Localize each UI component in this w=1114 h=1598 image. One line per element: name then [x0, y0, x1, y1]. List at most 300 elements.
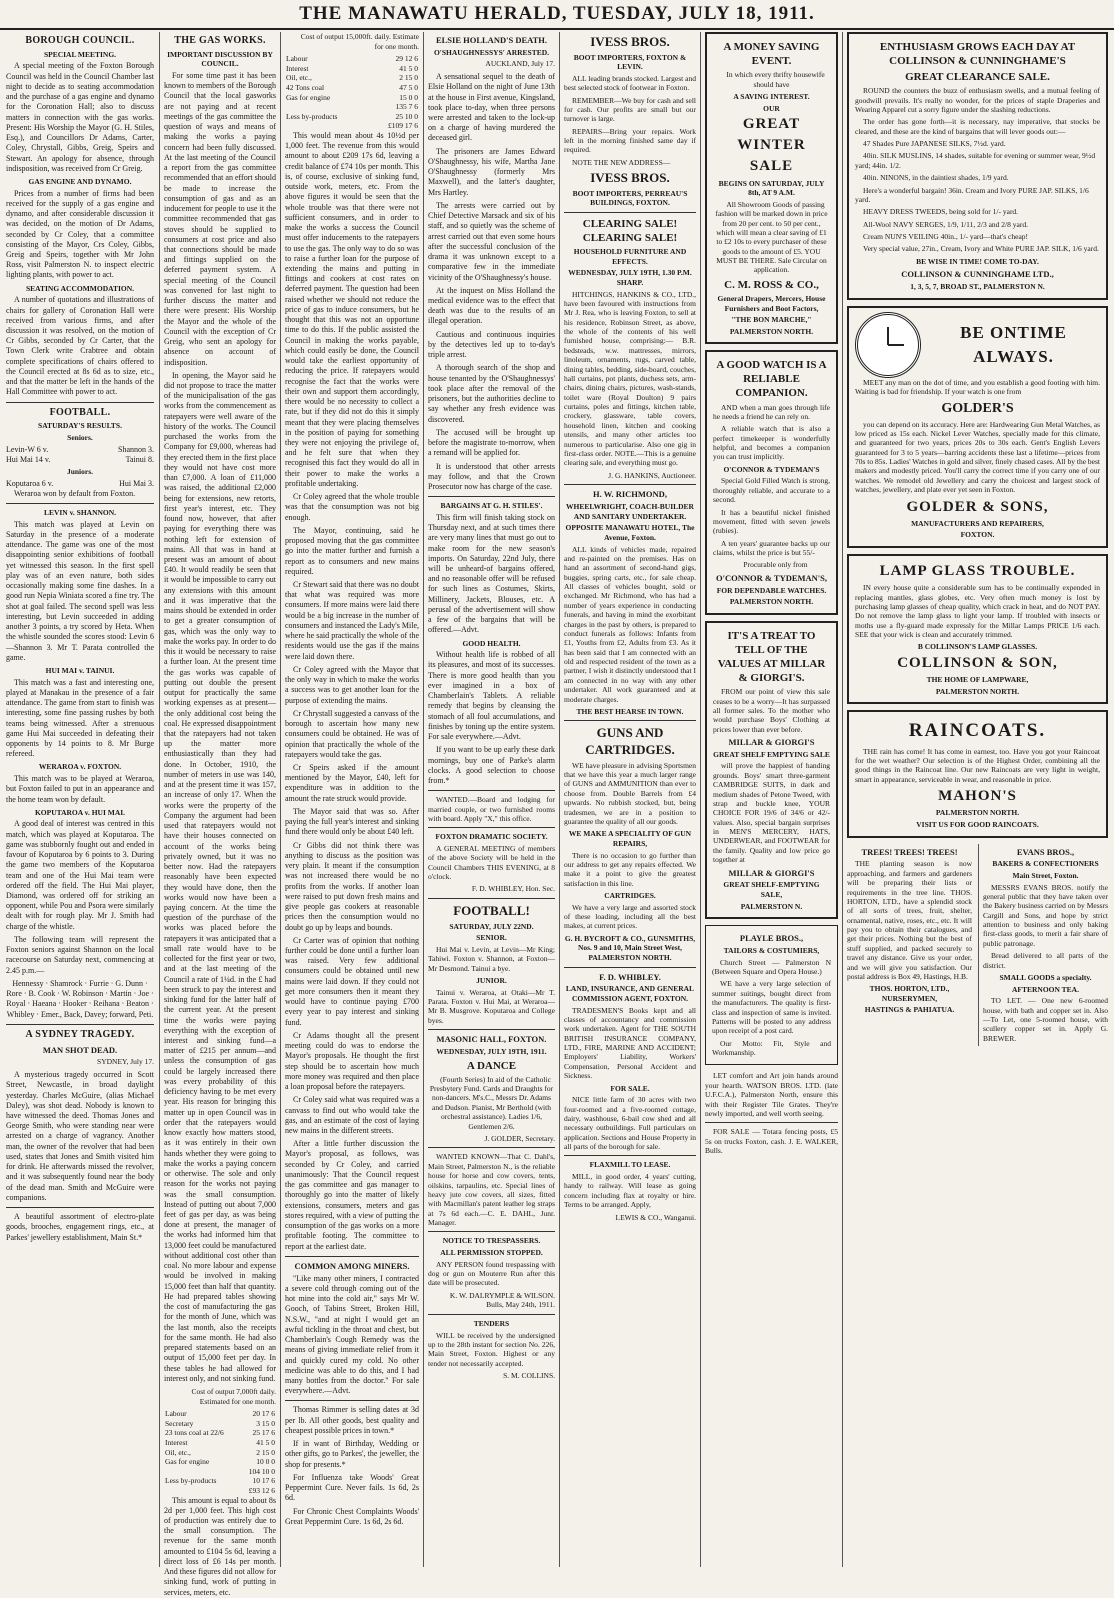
table-row: [285, 93, 419, 103]
classified-ad: WANTED.—Board and lodging for married couple, or two furnished rooms with board. Apply "X," this office.: [428, 795, 555, 823]
article-paragraph: A number of quotations and illustrations of chairs for gallery of Coronation Hall were received from various firms, and after discussion it was resolved, on the motion of Cr Gibbs, seconded by Cr Carter, that the Town Clerk write Crabtree and obtain complete specifications of chairs offered to the Council erected at 8s 6d as to size, etc., and that the matter be left in the hands of the Hall Committee with power to act.: [6, 295, 154, 397]
article-paragraph: A mysterious tragedy occurred in Scott Street, Newcastle, in broad daylight yesterday. Charles McGuire, (alias Michael Daley), was shot dead. Nobody is known to have witnessed the deed. Thomas Jones and George Smith, who were standing near were arrested on a charge of vagrancy. Another man, the owner of the revolver that had been used, states that Jones and Smith visited him for drink. He afterwards missed the revolver, and it was subsequently found near the body of the dead man. Smith and McGuire were companions.: [6, 1070, 154, 1202]
ad-subtitle: JUNIOR.: [476, 976, 507, 985]
ad-subtitle: GREAT SHELF EMPTYING SALE: [713, 749, 830, 759]
ad-signature: J. G. HANKINS, Auctioneer.: [608, 470, 696, 480]
column-2: [164, 32, 276, 1597]
ad-body: Bread delivered to all parts of the district.: [983, 951, 1108, 970]
divider: [428, 1231, 555, 1232]
ad-body: REMEMBER—We buy for cash and sell for cash. Our profits are small but our turnover is large.: [564, 95, 696, 124]
ad-body: IN every house quite a considerable sum has to be continually expended in replacing mantles, glass globes, etc. Very often much money is lost by purchasing lamp glasses of cheap quality, which crack in heat, and do NOT PAY. Do not remove the lamp glass to light your lamp. If troubled with insects or moths use a fly-guard made expressly for the Millar Lamps PRICE 1/6 each. SEE that your wick is clean and accurately trimmed.: [855, 583, 1100, 640]
article-paragraph: The accused will be brought up before the magistrate to-morrow, when a remand will be applied for.: [428, 427, 555, 458]
ad-body: ANY PERSON found trespassing with dog or gun on Mouterre Run after this date will be prosecuted.: [428, 1259, 555, 1288]
ad-title: NOTICE TO TRESPASSERS.: [442, 1236, 541, 1246]
article-paragraph: At the inquest on Miss Holland the medical evidence was to the effect that death was due to the results of an illegal operation.: [428, 285, 555, 326]
article-paragraph: A good deal of interest was centred in this match, which was played at Koputaroa. The game was stubbornly fought out and ended in favour of Koputaroa by 6 points to 3. During the game two members of the Koputaroa team and one of the Hui Mai team were ordered off the field. The Hui Mai player, Diamond, was ordered off for striking an opponent, while Pou and Psora were similarly dealt with for rough play. Mr J. Smith had charge of the whistle.: [6, 819, 154, 931]
ad-body: Church Street — Palmerston N (Between Square and Opera House.): [712, 957, 831, 977]
ad-title: CLEARING SALE! CLEARING SALE!: [582, 218, 678, 245]
ad-body: It has a beautiful nickel finished movement, fitted with seven jewels (rubies).: [713, 507, 830, 536]
divider: [428, 496, 555, 497]
table-cell-amount: £109 17 6: [388, 121, 418, 131]
ad-body: Procurable only from: [743, 560, 808, 570]
article-paragraph: For some time past it has been known to members of the Borough Council that the local gasworks are not paying and at recent meetings of the gas committee the question of ways and means of making the works a paying concern had been fully discussed. At the last meeting of the Council a report from the gas committee recommended that an effort should be made to increase the consumption of gas and as an inducement for people to use it the committee recommended that gas stoves should be supplied to consumers at cost price and also that connections should be made and fittings supplied on the deferred payment system. A special meeting of the Council was convened for last night to further discuss the matter and there were present: His Worship the Mayor and the whole of the Council with the exception of Cr Greig, who sent an apology for absence on account of indisposition.: [164, 70, 276, 367]
article-paragraph: "Like many other miners, I contracted a severe cold through coming out of the hot mine into the cold air," says Mr W. Gooch, of Tabins Street, Broken Hill, N.S.W., "and at night I would get an awful tickling in the throat and chest, but Chamberlain's Cough Remedy was the means of giving immediate relief from it and quickly cured my cold. No other medicine was able to do this, and I had many bottles from the doctor." For sale everywhere.—Advt.: [285, 1273, 419, 1396]
ad-title: PLAYLE BROS.,: [739, 933, 804, 944]
section-heading: GAS ENGINE AND DYNAMO.: [28, 176, 132, 186]
team-score: Levin-W 6 v.: [6, 444, 49, 454]
ad-body: MESSRS EVANS BROS. notify the general public that they have taken over the Bakery business carried on by Messrs Cargill and Sons, and hope by strict attention to business and only baking first-class goods, to merit a fair share of public patronage.: [983, 882, 1108, 948]
table-row: [164, 1467, 276, 1477]
article-paragraph: The arrests were carried out by Chief Detective Marsack and six of his staff, and so quietly was the scheme of arrest carried out that even some hours after the successful conclusion of the drama it was unknown except to a comparative few in the immediate vicinity of the O'Shaughnessy's house.: [428, 200, 555, 282]
table-cell-label: Oil, etc.,: [165, 1447, 191, 1457]
ad-subtitle: PALMERSTON N.: [740, 901, 803, 911]
table-caption: Cost of output 15,000ft. daily. Estimate for one month.: [300, 32, 419, 51]
ad-title: FOXTON DRAMATIC SOCIETY.: [435, 832, 548, 842]
divider: [428, 898, 555, 899]
column-5: [564, 32, 696, 1567]
table-cell-label: Interest: [165, 1437, 188, 1447]
section-heading: WERAROA v. FOXTON.: [38, 762, 122, 772]
bargain-item: Cream NUN'S VEILING 40in., 1/- yard—that's cheap!: [863, 232, 1029, 242]
table-cell-amount: 20 17 6: [252, 1409, 275, 1419]
ad-signature: G. H. BYCROFT & CO., GUNSMITHS, Nos. 9 and 10, Main Street West, PALMERSTON NORTH.: [564, 933, 696, 962]
results-group: Seniors.: [67, 433, 93, 442]
ad-subtitle: AFTERNOON TEA.: [1012, 984, 1079, 994]
bottom-ads: [847, 844, 1108, 1047]
ad-subtitle: B COLLINSON'S LAMP GLASSES.: [917, 642, 1038, 652]
article-paragraph: Cr Coley agreed that the whole trouble was that the consumption was not big enough.: [285, 492, 419, 522]
ad-title: IT'S A TREAT TO TELL OF THE VALUES AT MILLAR & GIORGI'S.: [717, 629, 826, 685]
ad-subtitle: "THE BON MARCHE,": [731, 315, 812, 325]
article-title: THE GAS WORKS.: [174, 35, 266, 46]
team-score: Koputaroa 6 v.: [6, 478, 54, 488]
ad-body: TRADESMEN'S Books kept and all classes of accountancy and commission work undertaken. Agent for THE SOUTH BRITISH INSURANCE COMPANY, LTD., FIRE, MARINE AND ACCIDENT; Employers' Liability, Workers' Compensation, Personal Accident and Sickness.: [564, 1005, 696, 1081]
ad-signature: C. M. ROSS & CO.,: [724, 278, 819, 291]
article-title: BARGAINS AT G. H. STILES'.: [440, 501, 543, 511]
ad-subtitle: A SAVING INTEREST.: [733, 91, 810, 101]
table-cell-label: Less by-products: [286, 111, 338, 121]
article-paragraph: This amount is equal to about 8s 2d per 1,000 feet. This high cost of production was entirely due to the small consumption. The revenue for the same month amounted to £104 5s 6d, leaving a direct loss of £6 14s per month. And these figures did not allow for sinking fund, work of putting in services, meters, etc.: [164, 1495, 276, 1597]
ad-body: AND when a man goes through life he needs a friend he can rely on.: [713, 402, 830, 421]
ad-signature: J. GOLDER, Secretary.: [484, 1133, 555, 1143]
table-cell-amount: 25 17 6: [252, 1428, 275, 1438]
article-title: BOROUGH COUNCIL.: [25, 35, 135, 46]
ad-signature: MILLAR & GIORGI'S: [728, 867, 815, 878]
table-row: [164, 1486, 276, 1496]
column-rule: [842, 32, 843, 1567]
article-paragraph: Cr Speirs asked if the amount mentioned by the Mayor, £40, left for expenditure was in addition to the amount the rate struck would provide.: [285, 763, 419, 803]
ad-subtitle: SENIOR.: [476, 933, 507, 943]
results-group: Juniors.: [66, 467, 94, 477]
article-paragraph: If in want of Birthday, Wedding or other gifts, go to Parkes', the jeweller, the shop for presents.*: [285, 1439, 419, 1469]
article-paragraph: A beautiful assortment of electro-plate goods, brooches, engagement rings, etc., at Parkes' jewellery establishment, Main St.*: [6, 1212, 154, 1242]
ad-body: We have a very large and assorted stock of these loading, including all the best makes, at current prices.: [564, 902, 696, 931]
column-3: [285, 32, 419, 1567]
table-cell-amount: 29 12 6: [395, 54, 418, 64]
ad-subtitle: BOOT IMPORTERS, PERREAU'S BUILDINGS, FOXTON.: [572, 188, 688, 208]
table-row: [285, 83, 419, 93]
table-row: [285, 112, 419, 122]
divider: [6, 1207, 154, 1208]
table-cell-label: 42 Tons coal: [286, 82, 325, 92]
table-cell-label: [164, 1486, 240, 1496]
ad-subtitle: Main Street, Foxton.: [1012, 871, 1079, 881]
article-paragraph: The following team will represent the Foxton seniors against Shannon on the local racecourse on Saturday next, commencing at 2.45 p.m.—: [6, 934, 154, 975]
ad-subtitle: MILLAR & GIORGI'S: [728, 737, 815, 747]
table-row: [285, 64, 419, 74]
article-subtitle: SATURDAY'S RESULTS.: [38, 421, 122, 431]
golder-advert: [847, 306, 1108, 548]
classified-ad: FOR SALE — Totara fencing posts, £5 5s on trucks Foxton, cash. J. E. WALKER, Bulls.: [705, 1127, 838, 1156]
article-subtitle: MAN SHOT DEAD.: [42, 1044, 118, 1055]
ad-title: FOOTBALL!: [453, 903, 530, 919]
article-paragraph: After a little further discussion the Mayor's proposal, as follows, was seconded by Cr Coley, and carried unanimously: That the Council request the gas committee and gas manager to thoroughly go into the matter of likely extensions, consumers, meters and gas stores required, with a view of putting the consumption of the gas works on a more profitable footing. The committee to report at the earliest date.: [285, 1139, 419, 1251]
article-paragraph: The prisoners are James Edward O'Shaughnessy, his wife, Martha Jane O'Shaughnessy (formerly Mrs Maxwell), and the latter's daughter, Mrs Hartley.: [428, 146, 555, 197]
table-cell-amount: 15 0 0: [399, 92, 418, 102]
ad-subtitle: OUR: [763, 103, 780, 113]
article-paragraph: Cr Coley said what was required was a canvass to find out who would take the gas, and an estimate of the cost of laying new mains in the different streets.: [285, 1095, 419, 1135]
divider: [428, 1147, 555, 1148]
table-row: [164, 1457, 276, 1467]
ad-body: you can depend on its accuracy. Here are: Hardwearing Gun Metal Watches, as low priced as 15s each. Nickel Lever Watches, specially made for this climate, and guaranteed for two years, prices 20s to 30s each. Gent's English Levers guaranteed for 3 to 5 years—barring accidents these last a lifetime—prices from 70s to 85s. Ladies' Watches in gold and silver, finely chased cases. All by the best makers and modestly priced. You'll carry the correct time if you carry one of our watches. We remodel old Jewellery and carry the choicest and largest stock of watches, jewellery, and plate ever yet seen in Foxton.: [855, 419, 1101, 495]
table-cell-label: Oil, etc.,: [286, 73, 312, 83]
ad-title: GREAT CLEARANCE SALE.: [905, 71, 1050, 84]
divider: [285, 1400, 419, 1401]
ad-subtitle: FOXTON.: [960, 530, 995, 540]
ad-body: WE have pleasure in advising Sportsmen that we have this year a much larger range of GUNS and AMMUNITION than ever to choose from. Double Barrels from £4 upwards. No rubbish stocked, but, being tradesmen, we are in a position to guarantee the quality of all our goods.: [564, 760, 696, 826]
ad-subtitle: THE HOME OF LAMPWARE,: [926, 675, 1029, 685]
ad-brand: GOLDER'S: [941, 400, 1014, 416]
ad-headline: WINTER: [737, 137, 806, 154]
article-subtitle: O'SHAUGHNESSYS' ARRESTED.: [433, 47, 550, 57]
ad-body: Hui Mai v. Levin, at Levin—Mr King; Tahiwi. Foxton v. Shannon, at Foxton—Mr Desmond. Tainui a bye.: [428, 944, 555, 973]
column-7: [847, 32, 1108, 1567]
ad-title: TENDERS: [473, 1318, 510, 1328]
ad-title: TREES! TREES! TREES!: [861, 846, 958, 857]
ad-subtitle: General Drapers, Mercers, House Furnishers and Boot Factors,: [717, 293, 826, 313]
divider: [428, 1314, 555, 1315]
ad-subtitle: WE MAKE A SPECIALITY OF GUN REPAIRS,: [568, 829, 692, 848]
ad-subtitle: BAKERS & CONFECTIONERS: [992, 859, 1099, 869]
article-paragraph: This firm will finish taking stock on Thursday next, and at such times there are very many lines that must go out to make room for the new season's imports. On Saturday, 22nd July, there will be unheard-of bargains offered, and no reasonable offer will be refused for such lines as Costumes, Skirts, Millinery, Jackets, Blouses, etc. A perusal of the advertisement will show a few of the bargains that will be offered.—Advt.: [428, 512, 555, 635]
ad-signature: COLLINSON & SON,: [897, 654, 1058, 671]
article-paragraph: It is understood that other arrests may follow, and that the Crown Prosecutor now has charge of the case.: [428, 461, 555, 491]
bargain-item: 40in. SILK MUSLINS, 14 shades, suitable for evening or summer wear, 9½d yard; 44in. 1/2.: [855, 151, 1096, 170]
bargain-item: HEAVY DRESS TWEEDS, being sold for 1/- yard.: [863, 207, 1019, 217]
ad-subtitle: CARTRIDGES.: [604, 891, 656, 901]
ad-body: NICE little farm of 30 acres with two four-roomed and a five-roomed cottage, dairy, washhouse, 6-bail cow shed and all necessary outbuildings. Full particulars on application. Sections and House Property in all parts of the borough for sale.: [564, 1095, 696, 1152]
table-row: [164, 1476, 276, 1486]
ad-body: ALL kinds of vehicles made, repaired and re-painted on the premises. Has on hand an assortment of second-hand gigs, buggies, spring carts, etc., for sale cheap. All classes of vehicles bought, sold or exchanged. Mr Richmond, who has had a number of years experience in conducting funerals, and having in mind the exorbitant charges in the past by others, is prepared to conduct funerals as follows: Infants from £1, Youths from £2, Adults from £3. As it has been said that I am connected with an old and respected resident of the town as a partner, I wish it distinctly understood that I am connected in no way with any other undertaker. All work guaranteed and at moderate charges.: [564, 544, 696, 704]
ad-subtitle: THE BEST HEARSE IN TOWN.: [576, 706, 684, 716]
raincoats-advert: [847, 710, 1108, 837]
ad-signature: O'CONNOR & TYDEMAN'S,: [715, 572, 828, 583]
divider: [6, 402, 154, 403]
table-row: [285, 54, 419, 64]
divider: [564, 1155, 696, 1156]
table-cell-amount: 25 10 0: [395, 111, 418, 121]
ad-subtitle: FOR DEPENDABLE WATCHES.: [716, 585, 827, 595]
ad-title: F. D. WHIBLEY.: [599, 971, 661, 982]
ad-subtitle: BEGINS ON SATURDAY, JULY 8th, AT 9 A.M.: [718, 178, 825, 198]
divider: [564, 967, 696, 968]
table-cell-label: [285, 121, 369, 131]
article-title: GOOD HEALTH.: [462, 638, 521, 648]
table-cell-amount: 2 15 0: [399, 73, 418, 83]
ad-signature: S. M. COLLINS.: [503, 1371, 555, 1381]
ad-body: A reliable watch that is also a perfect timekeeper is wonderfully helpful, and becomes a companion you can trust implicitly.: [713, 424, 830, 462]
ad-headline: A DANCE: [466, 1059, 517, 1072]
table-cell-label: Gas for engine: [165, 1457, 210, 1467]
article-paragraph: The Mayor said that was so. After paying the full year's interest and sinking fund there would only be about £40 left.: [285, 806, 419, 837]
article-paragraph: Cr Coley agreed with the Mayor that the only way in which to make the works a success was to get another loan for the purpose of extending the mains.: [285, 664, 419, 705]
ad-subtitle: BOOT IMPORTERS, FOXTON & LEVIN.: [573, 52, 687, 72]
ad-title: IVESS BROS.: [590, 34, 670, 49]
ad-title: LAMP GLASS TROUBLE.: [879, 562, 1076, 579]
column-1: [6, 32, 154, 1567]
table-cell-label: Labour: [286, 54, 308, 64]
article-title: A SYDNEY TRAGEDY.: [25, 1028, 135, 1040]
table-row: [285, 102, 419, 112]
ad-subtitle: ALL PERMISSION STOPPED.: [440, 1248, 543, 1258]
ad-title: RAINCOATS.: [908, 720, 1047, 742]
column-rule: [700, 32, 701, 1567]
article-paragraph: A thorough search of the shop and house tenanted by the O'Shaughnessys' took place after the removal of the prisoners, but the authorities decline to say whether any fresh evidence was discovered.: [428, 363, 555, 424]
ad-signature: LEWIS & CO., Wanganui.: [615, 1212, 696, 1222]
divider: [564, 212, 696, 213]
ad-body: ROUND the counters the buzz of enthusiasm swells, and a mutual feeling of goodwill prevails. It's really no wonder, for the prices of staple Draperies and Wearing Apparel cut a sorry figure under the slashing reductions.: [855, 86, 1100, 114]
ad-subtitle: O'CONNOR & TYDEMAN'S: [723, 464, 820, 474]
article-title: ELSIE HOLLAND'S DEATH.: [435, 35, 548, 45]
article-paragraph: Cr Adams thought all the present meeting could do was to endorse the Mayor's proposals. He thought the first step should be to ascertain how much more money was required and then place a loan proposal before the ratepayers.: [285, 1030, 419, 1092]
ad-body: Tainui v. Weraroa, at Otaki—Mr T. Parata. Foxton v. Hui Mai, at Weraroa—Mr B. Musgrove. Koputaroa and College byes.: [428, 987, 555, 1025]
classified-ad: WANTED KNOWN—That C. Dahl's, Main Street, Palmerston N., is the reliable house for horse and cow covers, tents, oilskins, tarpaulins, etc. Special lines of heavy jute cow covers, all sizes, fitted with Macmillan's patent leather leg straps at 7s 6d each.—C. E. DAHL, Junr. Manager.: [428, 1152, 555, 1228]
section-heading: HUI MAI v. TAINUI.: [45, 666, 115, 675]
article-paragraph: A sensational sequel to the death of Elsie Holland on the night of June 13th at the house in First avenue, Kingsland, took place to-day, when three persons were arrested and taken to the lock-up on a charge of having murdered the deceased girl.: [428, 72, 555, 143]
dateline: AUCKLAND, July 17.: [485, 59, 555, 69]
ad-body: The order has gone forth—it is necessary, nay imperative, that stocks be cleared, and these are the kind of bargains that will lever goods out:—: [855, 117, 1100, 136]
ad-body: MEET any man on the dot of time, and you establish a good footing with him. Waiting is bad for friendship. If your watch is one from: [855, 377, 1100, 397]
ad-subtitle: FOR SALE.: [610, 1083, 650, 1093]
table-cell-amount: 3 15 0: [256, 1418, 275, 1428]
ad-headline: SALE: [749, 158, 794, 175]
collinson-cunninghame-advert: [847, 32, 1108, 300]
article-paragraph: The Mayor, continuing, said he proposed moving that the gas committee go into the matter further and furnish a report as to consumers and new mains required.: [285, 525, 419, 576]
masthead: THE MANAWATU HERALD, TUESDAY, JULY 18, 1911.: [0, 0, 1114, 30]
ad-title: ALWAYS.: [973, 346, 1054, 366]
ad-body: In which every thrifty housewife should have: [726, 70, 825, 89]
evans-advert: [978, 844, 1108, 1047]
article-paragraph: This would mean about 4s 10½d per 1,000 feet. The revenue from this would amount to about £209 17s 6d, leaving a credit balance of £74 10s per month. This is, of course, exclusive of sinking fund, outside work, meters, etc. From the above figures it would be seen that the whole trouble was that there were not sufficient consumers, and in order to make the works a success the Council must offer inducements to the ratepayers to use the gas. The only way to do so was to raise a further loan for the purpose of extending the mains and putting in fittings and cookers at cost rates on deferred payment. The question had been raised whether we should not reduce the price of gas to induce consumers, but he thought that this was not an opportune time to do this. If the public assisted the Council in making the works payable, which could easily be done, the Council would take the earliest opportunity of reducing the price. If ratepayers would recognise the fact that the works were their own and support them accordingly, there would be no necessity to collect a rate, but if they did not do this it simply meant that they were placing themselves in the position of paying for something they were not enjoying the privilege of, and he felt sure that when they recognised this fact they would do all in their power to make the works a profitable undertaking.: [285, 130, 419, 488]
article-paragraph: If you want to be up early these dark mornings, buy one of Parke's alarm clocks. A good selection to choose from.*: [428, 745, 555, 786]
column-rule: [423, 32, 424, 1567]
ad-title: MASONIC HALL, FOXTON.: [436, 1034, 547, 1045]
ad-subtitle: TAILORS & COSTUMIERS,: [723, 946, 820, 956]
ad-body: WILL be received by the undersigned up to the 28th instant for section No. 226, Main Street, Foxton. Highest or any tender not necessarily accepted.: [428, 1330, 555, 1368]
table-caption: Cost of output 7,000ft daily. Estimated for one month.: [191, 1386, 276, 1406]
cost-table: [285, 54, 419, 131]
ad-signature: F. D. WHIBLEY, Hon. Sec.: [471, 884, 555, 894]
divider: [705, 1122, 838, 1123]
ad-subtitle: SATURDAY, JULY 22ND.: [449, 921, 534, 931]
trees-advert: [847, 844, 972, 1047]
divider: [6, 1024, 154, 1025]
article-paragraph: Prices from a number of firms had been received for the supply of a gas engine and dynamo, and after considerable discussion it was decided, on the motion of Dr Adams, seconded by Cr Coley, that a committee consisting of the Mayor, Crs Coley, Gibbs, Greig and Speirs, together with Mr John Ross, visit Palmerston N. to inspect electric lighting plants, with power to act.: [6, 188, 154, 280]
article-subtitle: IMPORTANT DISCUSSION BY COUNCIL.: [167, 49, 273, 69]
ad-subtitle: WHEELWRIGHT, COACH-BUILDER AND SANITARY UNDERTAKER.: [566, 502, 694, 521]
ad-subtitle: VISIT US FOR GOOD RAINCOATS.: [916, 819, 1039, 829]
ad-body: MILL, in good order, 4 years' cutting, handy to railway. Will lease as going concern including flax at royalty or hire. Terms to be arranged. Apply,: [564, 1172, 696, 1210]
table-cell-label: [285, 102, 369, 112]
ad-subtitle: PALMERSTON NORTH.: [729, 326, 814, 336]
table-cell-amount: 2 15 0: [256, 1447, 275, 1457]
table-row: [285, 121, 419, 131]
article-paragraph: Cr Carter was of opinion that nothing further could be done until a further loan was raised. Very few additional consumers could be obtained until new mains were laid down. If they could not get more consumers then it meant they would have to continue paying £700 every year to pay interest and sinking fund.: [285, 935, 419, 1027]
ad-body: FROM our point of view this sale ceases to be a worry—It has surpassed all former sales. To the mother who would purchase Boys' Clothing at prices lower than ever before.: [713, 687, 830, 734]
ad-title: H. W. RICHMOND,: [593, 489, 667, 500]
article-paragraph: Without health life is robbed of all its pleasures, and most of its successes. There is more good health than you ever imagined in a box of Chamberlain's Tablets. A reliable remedy that begins by cleansing the stomach of all foul accumulations, and finishes by toning up the entire system. For sale everywhere.—Advt.: [428, 650, 555, 742]
table-cell-amount: £93 12 6: [248, 1485, 275, 1495]
team-score: Tainui 8.: [125, 454, 154, 464]
ad-body: Special Gold Filled Watch is strong, thoroughly reliable, and accurate to a second.: [713, 476, 830, 505]
ad-title: A GOOD WATCH IS A RELIABLE COMPANION.: [716, 359, 827, 400]
table-cell-label: Labour: [165, 1409, 187, 1419]
ad-body: Our Motto: Fit, Style and Workmanship.: [712, 1038, 831, 1058]
table-row: [164, 1419, 276, 1429]
article-paragraph: Cautious and continuous inquiries by the detectives led up to to-day's triple arrest.: [428, 329, 555, 360]
column-rule: [159, 32, 160, 1567]
team-score: Hui Mai 14 v.: [6, 454, 51, 464]
ad-headline: GREAT: [742, 116, 801, 133]
ad-body: A ten years' guarantee backs up our claims, whilst the price is but 55/-: [713, 538, 830, 557]
divider: [428, 790, 555, 791]
ad-title: EVANS BROS.,: [1016, 846, 1075, 857]
section-heading: LEVIN v. SHANNON.: [43, 508, 117, 518]
ad-subtitle: 1, 3, 5, 7, BROAD ST., PALMERSTON N.: [910, 282, 1045, 292]
article-title: FOOTBALL.: [49, 406, 111, 418]
lamp-glass-advert: [847, 554, 1108, 704]
column-4: [428, 32, 555, 1567]
article-paragraph: Cr Gibbs did not think there was anything to discuss as the position was very plain. It meant if the consumption was not increased there would be no profits from the works. If another loan were raised to put down fresh mains and give people gas cookers at reasonable prices then the consumption would no doubt go up by leaps and bounds.: [285, 840, 419, 932]
bargain-item: Here's a wonderful bargain! 36in. Cream and Ivory PURE JAP. SILKS, 1/6 yard.: [855, 185, 1089, 204]
ad-title: A MONEY SAVING EVENT.: [723, 41, 820, 68]
ad-body: All Showroom Goods of passing fashion will be marked down in price from 20 per cent. to 50 per cent., which will mean a clear saving of £1 to £2 10s to every purchaser of these goods to the amount of £5. YOU MUST BE THERE. Sale Circular on application.: [715, 199, 828, 275]
cost-table: [164, 1409, 276, 1495]
table-row: [164, 1448, 276, 1458]
column-6: [705, 32, 838, 1567]
team-list: Hennessy · Shamrock · Furrie · G. Dunn · Rore · B. Cook · W. Robinson · Martin · Joe · Royal · Haeana · Hooker · Reihana · Beaton · Whibley · Emer., Back, Davey; forward, Peti.: [6, 978, 154, 1019]
ad-title: BE ONTIME: [960, 323, 1067, 343]
ad-body: NOTE THE NEW ADDRESS—: [572, 157, 671, 167]
ad-subtitle: MANUFACTURERS AND REPAIRERS,: [911, 518, 1044, 528]
column-rule: [280, 32, 281, 1567]
article-paragraph: This match was to be played at Weraroa, but Foxton failed to put in an appearance and the home team won by default.: [6, 774, 154, 804]
ad-subtitle: SMALL GOODS a specialty.: [999, 972, 1092, 982]
ad-signature: THOS. HORTON, LTD., NURSERYMEN,: [869, 984, 950, 1003]
watch-advert: [705, 350, 838, 615]
table-row: [164, 1438, 276, 1448]
bargain-list: [855, 139, 1100, 254]
ad-body: THE planting season is now approaching, and farmers and gardeners will be preparing their lists or requirements in the tree line. THOS. HORTON, LTD., have a splendid stock of all sorts of trees, fruit, shelter, ornamental, native, roses, etc., etc. It will pay you to obtain their catalogues, and get their prices. Nothing but the best of stuff supplied, and packed securely to travel any distance. Give us your order, and we will give you satisfaction. Our postal address is Box 49, Hastings, H.B.: [847, 859, 972, 981]
ad-body: ALL leading brands stocked. Largest and best selected stock of footwear in Foxton.: [564, 73, 696, 93]
ad-signature: MAHON'S: [938, 788, 1017, 805]
section-heading: SEATING ACCOMMODATION.: [25, 283, 135, 293]
ad-signature: GOLDER & SONS,: [906, 498, 1049, 515]
article-title: COMMON AMONG MINERS.: [294, 1260, 410, 1271]
article-subtitle: SPECIAL MEETING.: [43, 49, 117, 59]
article-paragraph: Thomas Rimmer is selling dates at 3d per lb. All other goods, best quality and cheapest possible prices in town.*: [285, 1405, 419, 1435]
divider: [285, 1256, 419, 1257]
table-cell-label: Interest: [286, 63, 309, 73]
ad-subtitle: HOUSEHOLD FURNITURE AND EFFECTS.: [573, 247, 687, 266]
ad-subtitle: BE WISE IN TIME! COME TO-DAY.: [916, 256, 1039, 266]
ad-subtitle: PALMERSTON NORTH.: [729, 597, 814, 607]
ad-title: ENTHUSIASM GROWS EACH DAY AT COLLINSON & CUNNINGHAME'S: [879, 41, 1076, 68]
article-paragraph: Weraroa won by default from Foxton.: [14, 488, 136, 498]
ad-body: HITCHINGS, HANKINS & CO., LTD., have been favoured with instructions from Mr J. Rea, who is leaving Foxton, to sell at his residence, Robinson Street, as above, the whole of the contents of his well furnished house, comprising:— B.R. bedsteads, w.w. mattresses, mirrors, linoleum, ornaments, rugs, carved table, dining tables, bedding, side-board, couches, hall curtains, pot plants, duchess sets, arm-chairs, dining chairs, pictures, wash-stands, toilet ware (Royal Doulton) 9 pairs curtains, poles and fittings, kitchen table, crockery, glassware, table covers, household linen, kitchen and cooking utensils, and many other articles too numerous to particularise. Also one gig in first-class order. NOTE.—This is a genuine clearing sale, and everything must go.: [564, 289, 696, 468]
ad-body: There is no occasion to go further than our address to get any repairs effected. We make it a point to give the greatest satisfaction in this line.: [564, 850, 696, 888]
table-cell-label: [164, 1467, 240, 1477]
table-row: [164, 1428, 276, 1438]
table-cell-amount: 41 5 0: [399, 63, 418, 73]
divider: [6, 503, 154, 504]
table-cell-amount: 10 17 6: [252, 1476, 275, 1486]
table-cell-amount: 10 0 0: [256, 1457, 275, 1467]
article-paragraph: A special meeting of the Foxton Borough Council was held in the Council Chamber last night to decide as to seating accommodation and the purchase of a gas engine and dynamo for the Coronation Hall; also to discuss matters in connection with the gas works. Present: His Worship the Mayor (G. H. Stiles, Esq.), and Councillors Dr Adams, Carter, Coley, Chrystall, Gibbs, Greig, Speirs and Stewart. An apology for absence, through indisposition, was received from Cr Greig.: [6, 61, 154, 173]
bargain-item: 40in. NINONS, in the daintiest shades, 1/9 yard.: [863, 173, 1009, 183]
team-score: Shannon 3.: [118, 444, 154, 454]
team-score: Hui Mai 3.: [119, 478, 154, 488]
article-paragraph: Cr Stewart said that there was no doubt that what was required was more consumers. If more mains were laid there would be a big increase in the number of consumers and instanced the Lady's Mile, where he said practically the whole of the residents would use the gas if the mains were laid down there.: [285, 580, 419, 661]
ad-signature: K. W. DALRYMPLE & WILSON. Bulls, May 24th, 1911.: [449, 1290, 555, 1310]
article-paragraph: For Influenza take Woods' Great Peppermint Cure. Never fails. 1s 6d, 2s 6d.: [285, 1472, 419, 1503]
ross-advert: [705, 32, 838, 344]
ad-subtitle: LAND, INSURANCE, AND GENERAL COMMISSION AGENT, FOXTON.: [565, 984, 695, 1003]
bargain-item: Very special value, 27in., Cream, Ivory and White PURE JAP. SILK, 1/6 yard.: [863, 244, 1099, 254]
ad-title: FLAXMILL TO LEASE.: [589, 1160, 671, 1170]
ad-title: IVESS BROS.: [590, 170, 670, 186]
ad-body: THE rain has come! It has come in earnest, too. Have you got your Raincoat for the wet weather? Our selection is of the Highest Order, combining all the good things in the Raincoat line. Our new Raincoats are very light in weight, smart in appearance, serviceable in wear, and reasonable in price.: [855, 746, 1100, 784]
ad-body: A GENERAL MEETING of members of the above Society will be held in the Council Chambers THIS EVENING, at 8 o'clock.: [428, 843, 555, 882]
table-cell-label: 23 tons coal at 22/6: [165, 1428, 224, 1438]
divider: [564, 720, 696, 721]
ad-body: (Fourth Series) In aid of the Catholic Presbytery Fund. Cards and Draughts for non-dancers. M's.C., Messrs Dr. Adams and Dudson. Pianist, Mr Berthold (with orchestral assistance). Ladies 1/6, Gentlemen 2/6.: [429, 1074, 554, 1131]
article-paragraph: In opening, the Mayor said he did not propose to trace the matter of the municipalisation of the gas works from the commencement as ratepayers were well aware of the history of the works. The Council purchased the works from the Company for £9,000, whereas had they erected them in the first place they would not have cost more than £7,000. A loan of £11,000 was raised, the additional £2,000 being for extensions, new retorts, first year's interest, etc. They found now, however, that after paying for everything there was nothing left for extension of mains. All that was in hand at present was an amount of about £40. It would readily be seen that it would be impossible to carry out any extensions with this amount and it was imperative that the mains should be extended in order to get a greater consumption of gas, which was the only way to make the works pay. In order to do this it would be necessary to raise a further loan. At the present time the gas works was capable of putting out double the present output for practically the same working expenses as at present—the only additional cost being the coal. He expressed disappointment that the ratepayers had not taken up the matter more enthusiastically than they had done. In October, 1910, the number of meters in use was 140, and at the present time it was 157, an increase of only 17. When the works were the property of the Company the argument had been used that ratepayers would not have their houses connected on account of the works being privately owned, but it was no better now. Had the ratepayers reasonably have been expected they would have done, then the works would now have been a paying concern. At the time the question of the purchase of the works was placed before the ratepayers it was anticipated that a small rate would have to be collected for the first year or two, and at the last meeting of the Council a rate of 1¼d. in the £ had been struck to pay the interest and sinking fund for the latter half of the current year. At the present time the works were paying everything with the exception of interest and sinking fund—a matter of £215 per annum—and unless the consumption of gas could be largely increased there was every probability of this deficiency having to be met every year. His reason for bringing this matter up in open Council was in order that the ratepayers would know exactly how matters stood, as it was entirely in their own hands whether they were going to make the works a paying concern or otherwise. The sole and only reason for the works not paying was the small consumption. Instead of putting out about 7,000 feet of gas per day, as was being done at present, the manager of the works had informed him that 13,000 feet could be manufactured without additional cost other than coal. No more labour and expense would be involved in making 15,000 feet than half that quantity. He had prepared tables showing the cost of manufacturing the gas for the month of June, which was the last month, also the receipts for the same month. He had also prepared statements based on an output of 15,000 feet per day. In these tables he had allowed for interest only, and not sinking fund.: [164, 370, 276, 1383]
ad-subtitle: WEDNESDAY, JULY 19TH, 1911.: [436, 1046, 547, 1056]
bargain-item: 47 Shades Pure JAPANESE SILKS, 7½d. yard.: [863, 139, 1006, 149]
dateline: SYDNEY, July 17.: [97, 1057, 154, 1067]
ad-subtitle: WEDNESDAY, JULY 19TH, 1.30 P.M. SHARP.: [568, 268, 692, 287]
column-rule: [559, 32, 560, 1567]
ad-body: REPAIRS—Bring your repairs. Work left in the morning finished same day if required.: [564, 126, 696, 155]
millar-giorgi-advert: [705, 621, 838, 919]
divider: [428, 1029, 555, 1030]
classified-ad: LET comfort and Art join hands around your hearth. WATSON BROS. LTD. (late U.F.C.A.), Palmerston North, ensure this with their Register Tile Grates. They're newly imported, and well worth seeing.: [705, 1071, 838, 1118]
ad-title: GUNS AND CARTRIDGES.: [585, 725, 675, 758]
table-row: [164, 1409, 276, 1419]
divider: [564, 484, 696, 485]
result-row: [6, 445, 154, 455]
table-cell-label: Secretary: [165, 1418, 194, 1428]
table-cell-label: Gas for engine: [286, 92, 331, 102]
ad-header: [855, 312, 1100, 378]
article-paragraph: For Chronic Chest Complaints Woods' Great Peppermint Cure. 1s 6d, 2s 6d.: [285, 1506, 419, 1526]
ad-subtitle: PALMERSTON NORTH.: [935, 808, 1020, 818]
ad-body: will prove the happiest of handing grounds. Boys' smart three-garment CAMBRIDGE SUITS, in dark and medium shades of Petone Tweed, with strap and buckle knee, YOUR CHOICE FOR 19/6 of 34/6 or 42/- values. Also, special bargain surprises in MEN'S MERCERY, HATS, UNDERWEAR, and FOOTWEAR for the family. Quality and low price go together at: [713, 761, 830, 865]
ad-subtitle: GREAT SHELF-EMPTYING SALE,: [723, 880, 820, 900]
table-cell-amount: 104 10 0: [248, 1466, 275, 1476]
bargain-item: All-Wool NAVY SERGES, 1/9, 1/11, 2/3 and 2/8 yard.: [863, 219, 1028, 229]
